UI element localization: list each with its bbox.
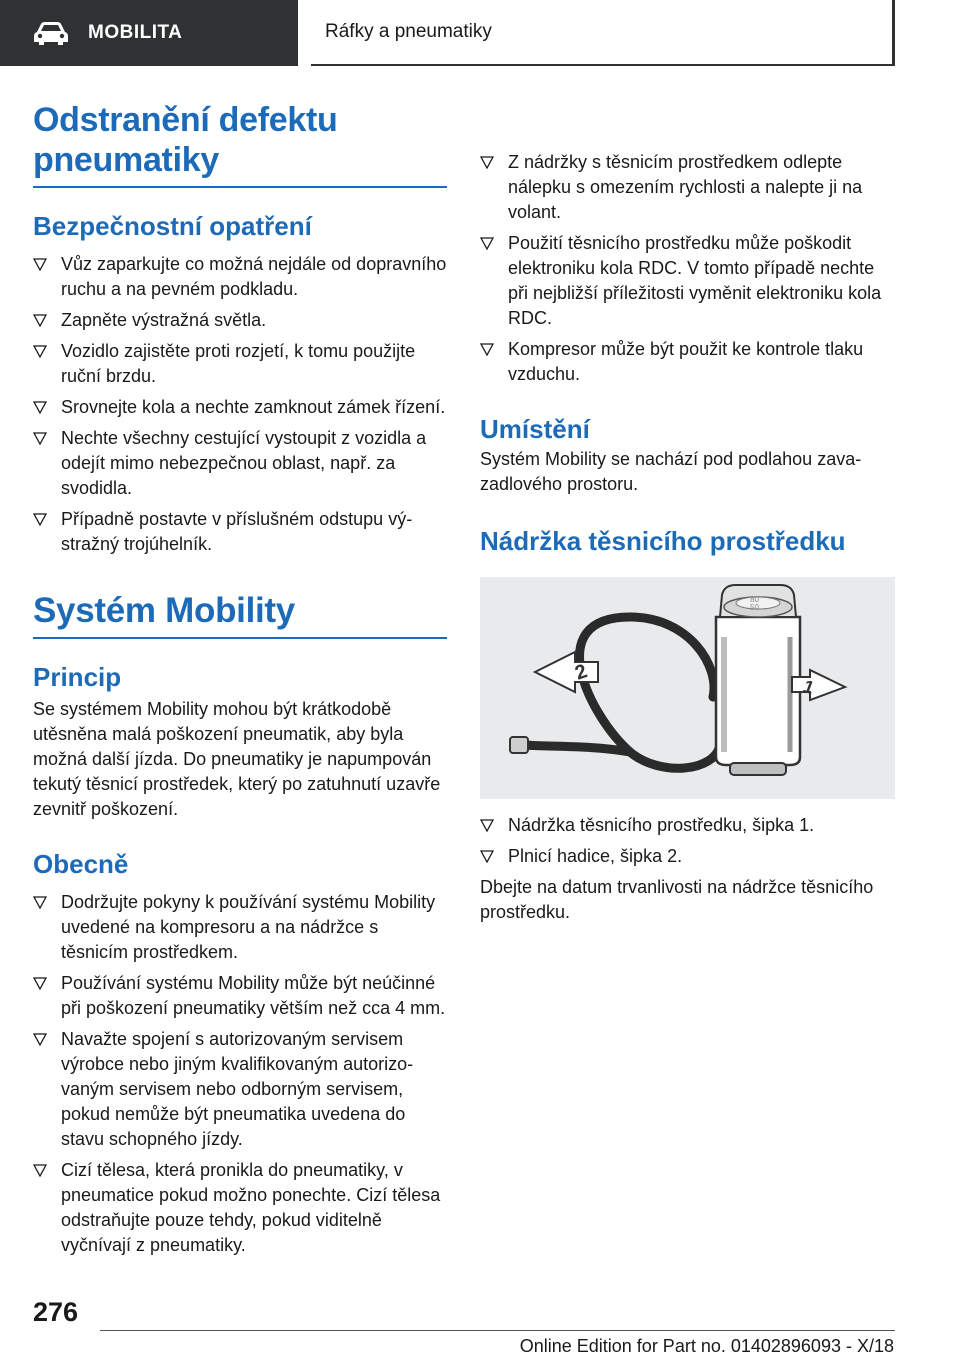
list-item: Vůz zaparkujte co možná nejdále od dopravního ruchu a na pevném podkladu. <box>33 252 447 302</box>
principle-heading: Princip <box>33 662 122 692</box>
location-text: Systém Mobility se nachází pod podlahou zavazadlového prostoru. <box>480 449 862 494</box>
right-column <box>480 150 895 925</box>
list-item: Použití těsnicího prostředku může poškodit elektroniku kola RDC. V tomto případě nechte při nejbližší příležitosti vyměnit elektroniku kola RDC. <box>480 231 895 331</box>
list-item: Plnicí hadice, šipka 2. <box>480 844 895 869</box>
main-heading: Odstranění defektu pneumatiky <box>33 100 447 188</box>
general-heading: Obecně <box>33 849 129 879</box>
triangle-bullet-icon <box>480 850 494 863</box>
triangle-bullet-icon <box>33 432 47 445</box>
triangle-bullet-icon <box>33 345 47 358</box>
triangle-bullet-icon <box>33 314 47 327</box>
list-item: Nechte všechny cestující vystoupit z vozidla a odejít mimo nebezpečnou oblast, např. za svodidla. <box>33 426 447 501</box>
left-column <box>33 100 447 1264</box>
triangle-bullet-icon <box>480 156 494 169</box>
triangle-bullet-icon <box>33 1164 47 1177</box>
safety-heading: Bezpečnostní opatření <box>33 211 312 241</box>
list-item: Cizí tělesa, která pronikla do pneumatiky, v pneumatice pokud možno ponechte. Cizí tělesa odstraňujte pouze tehdy, pokud viditelně vyčnívají z pneumatiky. <box>33 1158 447 1258</box>
triangle-bullet-icon <box>33 1033 47 1046</box>
list-item: Používání systému Mobility může být neúčinné při poškození pneumatiky větším než cca 4 mm. <box>33 971 447 1021</box>
list-item: Z nádržky s těsnicím prostředkem odlepte nálepku s omezením rychlosti a nalepte ji na volant. <box>480 150 895 225</box>
general-list-continued <box>480 150 895 387</box>
section-label: MOBILITA <box>88 22 183 43</box>
tank-heading: Nádržka těsnicího prostředku <box>480 526 846 556</box>
triangle-bullet-icon <box>33 896 47 909</box>
triangle-bullet-icon <box>480 819 494 832</box>
tank-list <box>480 813 895 869</box>
triangle-bullet-icon <box>33 401 47 414</box>
list-item: Zapněte výstražná světla. <box>33 308 447 333</box>
triangle-bullet-icon <box>33 513 47 526</box>
chapter-title: Ráfky a pneumatiky <box>325 21 492 42</box>
safety-list <box>33 252 447 557</box>
cap-marking-bottom: 50 <box>750 603 759 612</box>
list-item: Kompresor může být použit ke kontrole tlaku vzduchu. <box>480 337 895 387</box>
list-item: Srovnejte kola a nechte zamknout zámek řízení. <box>33 395 447 420</box>
system-heading: Systém Mobility <box>33 591 447 639</box>
arrow-label-1: 1 <box>800 675 817 699</box>
car-icon <box>32 20 70 46</box>
list-item: Nádržka těsnicího prostředku, šipka 1. <box>480 813 895 838</box>
footer-divider <box>100 1330 895 1331</box>
principle-text: Se systémem Mobility mohou být krátkodobě utěsněna malá poškození pneumatik, aby byla možná další jízda. Do pneumatiky je napumpován tekutý těsnicí prostředek, který po zatuhnutí uzavře zevnitř poškození. <box>33 699 441 819</box>
location-heading: Umístění <box>480 414 590 444</box>
sealant-tank-figure <box>480 577 895 799</box>
list-item: Případně postavte v příslušném odstupu výstražný trojúhelník. <box>33 507 447 557</box>
triangle-bullet-icon <box>33 977 47 990</box>
general-list <box>33 890 447 1258</box>
triangle-bullet-icon <box>480 343 494 356</box>
section-tab <box>0 0 298 66</box>
page-number: 276 <box>33 1297 79 1327</box>
cap-marking-top: 80 <box>750 595 759 604</box>
edition-note: Online Edition for Part no. 01402896093 - X/18 <box>519 1336 894 1356</box>
arrow-label-2: 2 <box>572 660 591 685</box>
sealant-tank-illustration <box>480 577 895 799</box>
page-header <box>0 0 960 66</box>
tank-note: Dbejte na datum trvanlivosti na nádržce těsnicího prostředku. <box>480 877 874 922</box>
triangle-bullet-icon <box>480 237 494 250</box>
list-item: Navažte spojení s autorizovaným servisem výrobce nebo jiným kvalifikovaným autorizovaným servisem nebo odborným servisem, pokud nemůže být pneumatika uvedena do stavu schopného jízdy. <box>33 1027 447 1152</box>
list-item: Dodržujte pokyny k používání systému Mobility uvedené na kompresoru a na nádržce s těsnicím prostředkem. <box>33 890 447 965</box>
triangle-bullet-icon <box>33 258 47 271</box>
chapter-tab <box>311 0 895 66</box>
list-item: Vozidlo zajistěte proti rozjetí, k tomu použijte ruční brzdu. <box>33 339 447 389</box>
